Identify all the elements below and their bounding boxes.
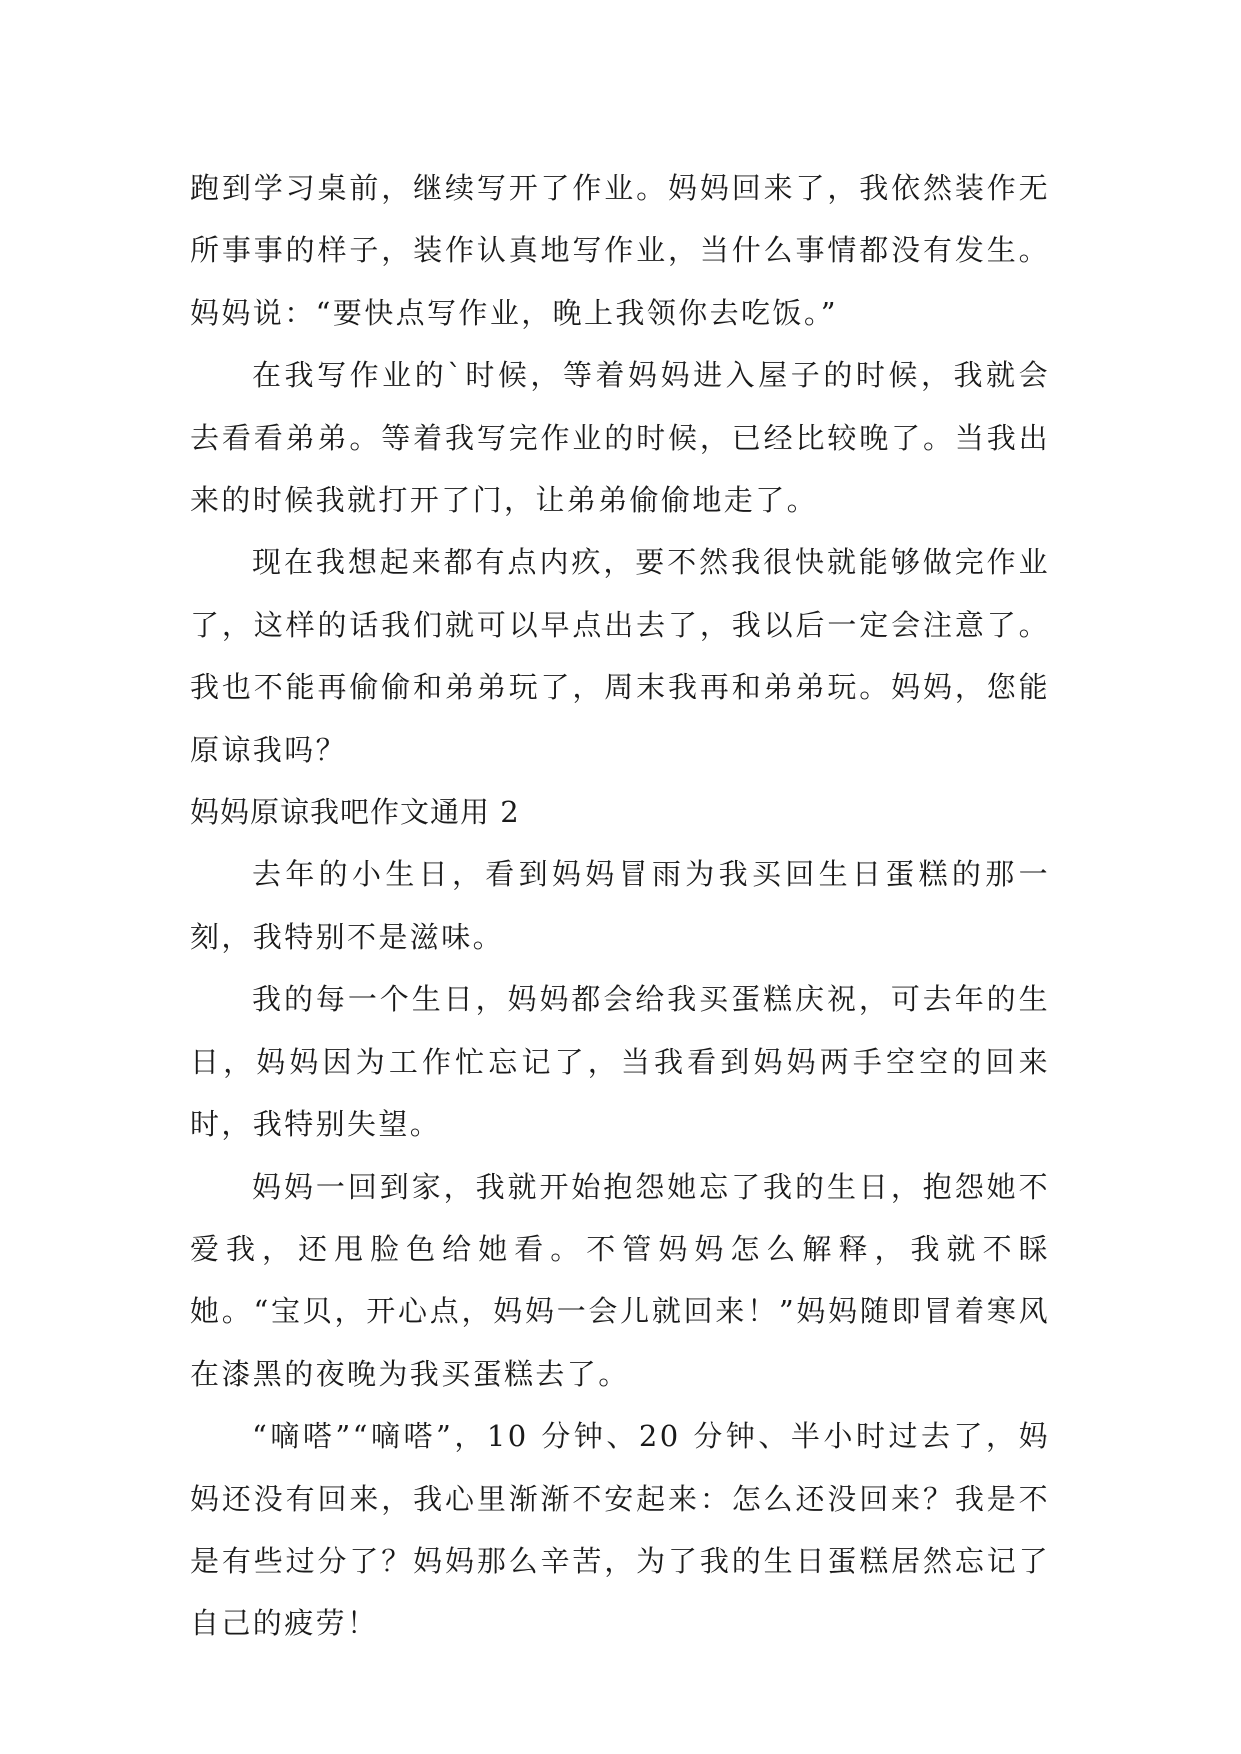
paragraph-3: 现在我想起来都有点内疚，要不然我很快就能够做完作业了，这样的话我们就可以早点出去了，我以后一定会注意了。我也不能再偷偷和弟弟玩了，周末我再和弟弟玩。妈妈，您能原谅我吗？ <box>190 545 1050 767</box>
paragraph-1: 跑到学习桌前，继续写开了作业。妈妈回来了，我依然装作无所事事的样子，装作认真地写作业，当什么事情都没有发生。妈妈说：“要快点写作业，晚上我领你去吃饭。” <box>190 171 1050 330</box>
document-body <box>190 157 1050 1655</box>
paragraph-5: 我的每一个生日，妈妈都会给我买蛋糕庆祝，可去年的生日，妈妈因为工作忙忘记了，当我看到妈妈两手空空的回来时，我特别失望。 <box>190 982 1050 1142</box>
section-heading: 妈妈原谅我吧作文通用 2 <box>190 795 520 830</box>
paragraph-2: 在我写作业的`时候，等着妈妈进入屋子的时候，我就会去看看弟弟。等着我写完作业的时候，已经比较晚了。当我出来的时候我就打开了门，让弟弟偷偷地走了。 <box>190 358 1050 518</box>
paragraph-4: 去年的小生日，看到妈妈冒雨为我买回生日蛋糕的那一刻，我特别不是滋味。 <box>190 857 1050 954</box>
paragraph-6: 妈妈一回到家，我就开始抱怨她忘了我的生日，抱怨她不爱我，还甩脸色给她看。不管妈妈怎么解释，我就不睬她。“宝贝，开心点，妈妈一会儿就回来！”妈妈随即冒着寒风在漆黑的夜晚为我买蛋糕去了。 <box>190 1169 1050 1391</box>
paragraph-7: “嘀嗒”“嘀嗒”，10 分钟、20 分钟、半小时过去了，妈妈还没有回来，我心里渐渐不安起来：怎么还没回来？我是不是有些过分了？妈妈那么辛苦，为了我的生日蛋糕居然忘记了自己的疲劳！ <box>190 1419 1050 1641</box>
